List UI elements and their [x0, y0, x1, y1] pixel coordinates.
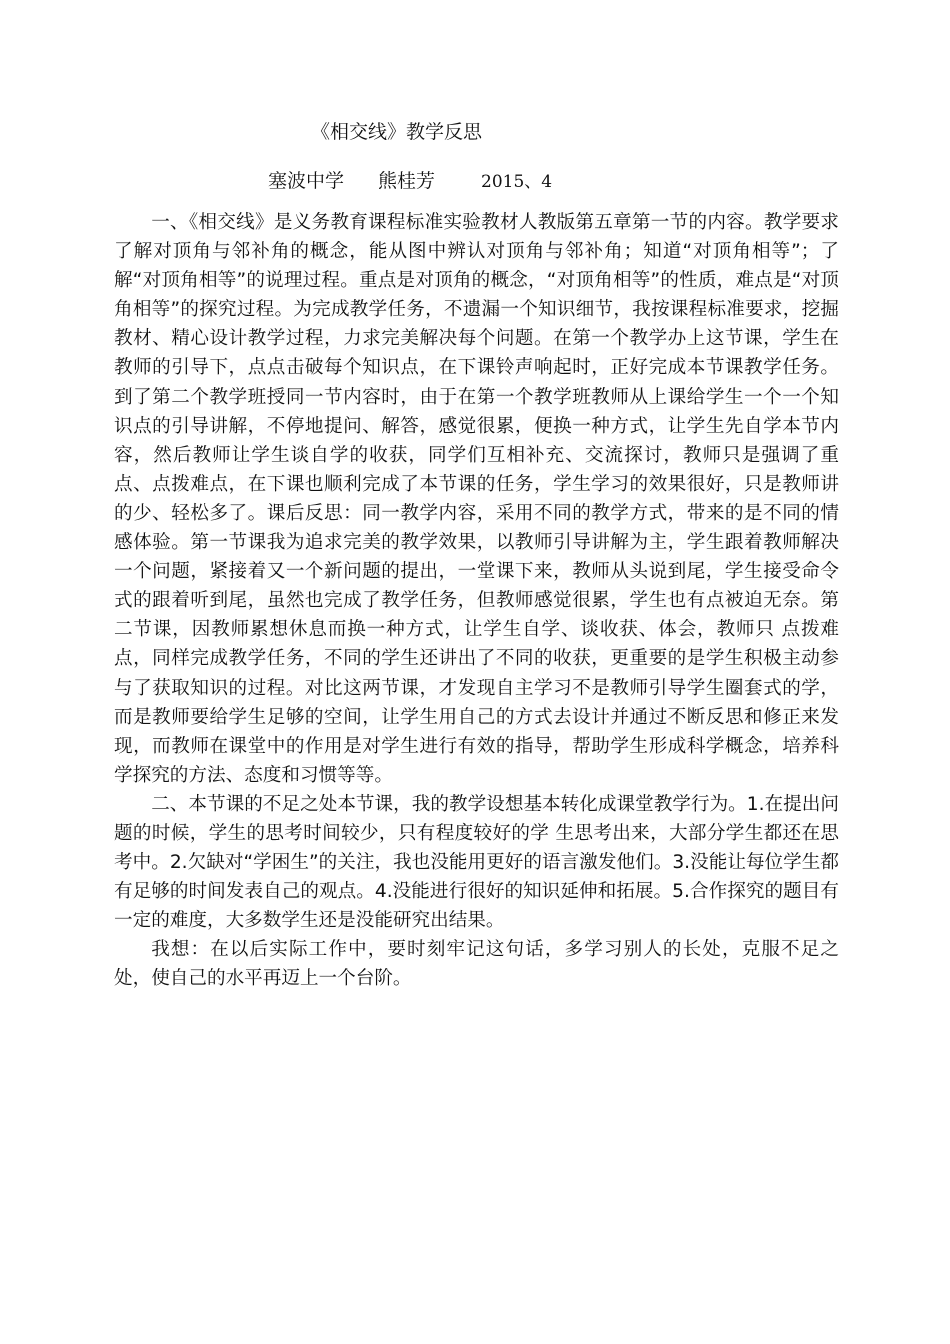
paragraph-3: 我想：在以后实际工作中，要时刻牢记这句话，多学习别人的长处，克服不足之处，使自己的水平再迈上一个台阶。	[114, 939, 839, 990]
author-name: 熊桂芳	[378, 170, 436, 192]
school-name: 塞波中学	[268, 170, 345, 192]
document-date: 2015、4	[481, 172, 553, 192]
document-body	[114, 208, 839, 994]
paragraph-1: 一、《相交线》是义务教育课程标准实验教材人教版第五章第一节的内容。教学要求了解对顶角与邻补角的概念，能从图中辨认对顶角与邻补角；知道“对顶角相等”；了解“对顶角相等”的说理过程。重点是对顶角的概念，“对顶角相等”的性质，难点是“对顶角相等”的探究过程。为完成教学任务，不遗漏一个知识细节，我按课程标准要求，挖掘教材、精心设计教学过程，力求完美解决每个问题。在第一个教学办上这节课，学生在教师的引导下，点点击破每个知识点，在下课铃声响起时，正好完成本节课教学任务。到了第二个教学班授同一节内容时，由于在第一个教学班教师从上课给学生一个一个知识点的引导讲解，不停地提问、解答，感觉很累，便换一种方式，让学生先自学本节内容，然后教师让学生谈自学的收获，同学们互相补充、交流探讨，教师只是强调了重点、点拨难点，在下课也顺利完成了本节课的任务，学生学习的效果很好，只是教师讲的少、轻松多了。课后反思：同一教学内容，采用不同的教学方式，带来的是不同的情感体验。第一节课我为追求完美的教学效果，以教师引导讲解为主，学生跟着教师解决一个问题，紧接着又一个新问题的提出，一堂课下来，教师从头说到尾，学生接受命令式的跟着听到尾，虽然也完成了教学任务，但教师感觉很累，学生也有点被迫无奈。第二节课，因教师累想休息而换一种方式，让学生自学、谈收获、体会，教师只 点拨难点，同样完成教学任务，不同的学生还讲出了不同的收获，更重要的是学生积极主动参与了获取知识的过程。对比这两节课，才发现自主学习不是教师引导学生圈套式的学，而是教师要给学生足够的空间，让学生用自己的方式去设计并通过不断反思和修正来发现，而教师在课堂中的作用是对学生进行有效的指导，帮助学生形成科学概念，培养科学探究的方法、态度和习惯等等。	[114, 212, 839, 786]
byline	[268, 168, 552, 195]
document-title: 《相交线》教学反思	[311, 121, 483, 143]
paragraph-2: 二、本节课的不足之处本节课，我的教学设想基本转化成课堂教学行为。1.在提出问题的时候，学生的思考时间较少，只有程度较好的学 生思考出来，大部分学生都还在思考中。2.欠缺对“学困生”的关注，我也没能用更好的语言激发他们。3.没能让每位学生都有足够的时间发表自己的观点。4.没能进行很好的知识延伸和拓展。5.合作探究的题目有一定的难度，大多数学生还是没能研究出结果。	[114, 793, 839, 932]
